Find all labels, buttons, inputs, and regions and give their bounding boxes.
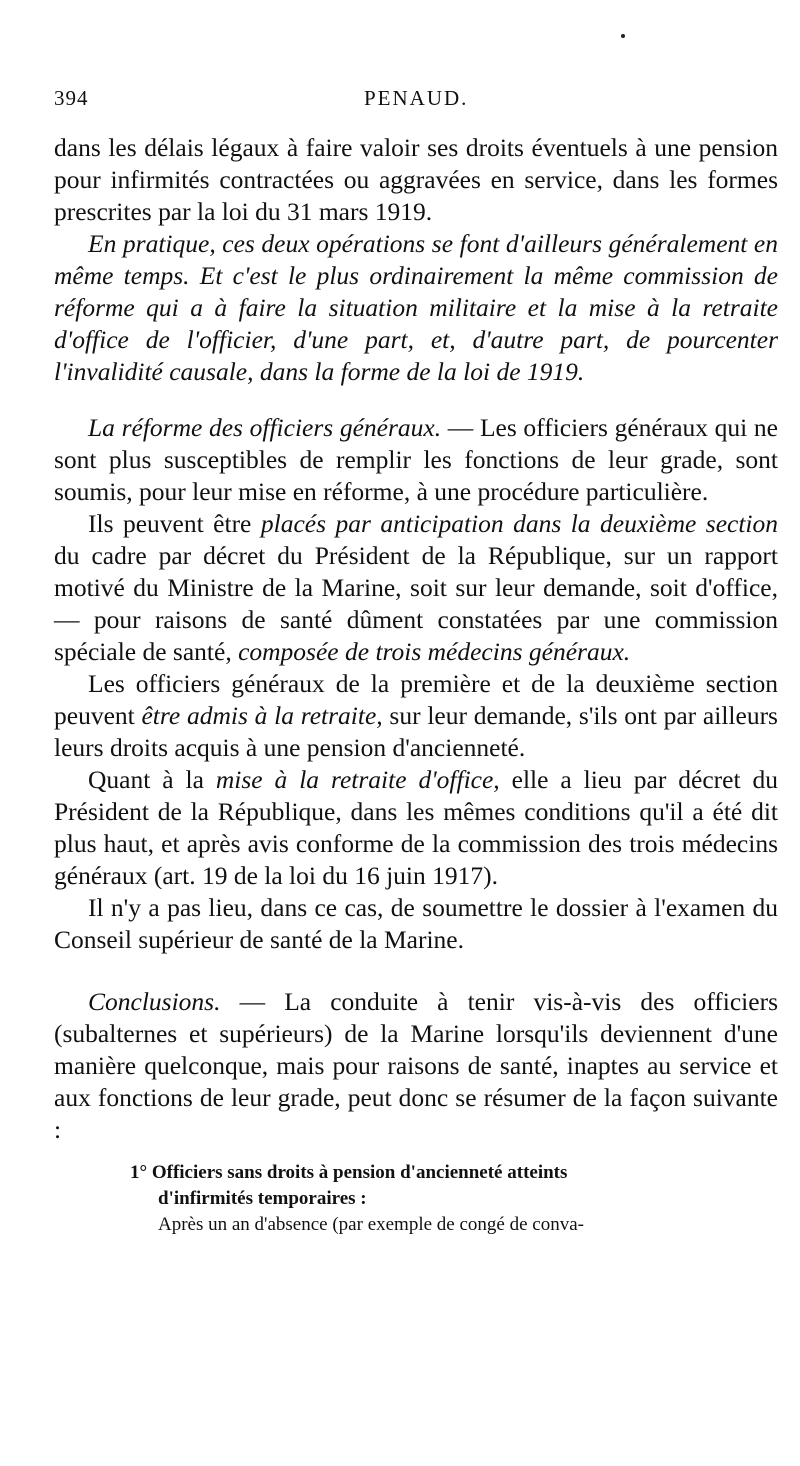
text-run: Quant à la [88,765,216,794]
list-item-subheading: d'infirmités temporaires : [158,1188,367,1209]
body-text [54,132,778,1238]
section-heading-reforme: La réforme des officiers généraux. [88,413,442,442]
text-run: du cadre par décret du Président de la République, sur un rapport motivé du Ministre de la Marine, soit sur leur demande, soit d'office, — pour raisons de santé dûment constatées par une commission spéciale de santé, [54,541,778,666]
list-item-heading: 1° Officiers sans droits à pension d'ancienneté atteints [130,1162,568,1183]
paragraph-reforme-officiers-generaux [54,412,778,508]
text-run: Ils peuvent être [88,509,261,538]
text-run: sur leur demande, s'ils ont par ailleurs leurs droits acquis à une pension d'ancienneté. [54,701,778,762]
italic-run: composée de trois médecins généraux. [238,637,631,666]
paragraph-en-pratique [54,228,778,388]
section-heading-conclusions: Conclusions. [88,987,221,1016]
paragraph-continuation: dans les délais légaux à faire valoir ses droits éventuels à une pension pour infirmités contractées ou aggravées en service, dans les formes prescrites par la loi du 31 mars 1919. [54,133,778,226]
paragraph-conclusions [54,986,778,1146]
paragraph-conseil-superieur: Il n'y a pas lieu, dans ce cas, de soumettre le dossier à l'examen du Conseil supérieur de santé de la Marine. [54,893,778,954]
italic-run: mise à la retraite d'office, [215,765,500,794]
text-run: Les officiers généraux de la première et de la deuxième section peuvent [54,669,778,730]
page-header [54,86,772,116]
italic-run: être admis à la retraite, [141,701,383,730]
ink-speck [621,34,625,38]
paragraph-deuxieme-section [54,508,778,668]
italic-run: placés par anticipation dans la deuxième section [260,509,779,538]
conclusions-list [54,1160,778,1238]
text-run: elle a lieu par décret du Président de la République, dans les mêmes conditions qu'il a été dit plus haut, et après avis conforme de la commission des trois médecins généraux (art. 19 de la loi du 16 juin 1917). [54,765,779,890]
paragraph-reforme-text: — Les officiers généraux qui ne sont plus susceptibles de remplir les fonctions de leur grade, sont soumis, pour leur mise en réforme, à une procédure particulière. [54,413,778,506]
list-item-text: Après un an d'absence (par exemple de congé de conva- [158,1214,584,1235]
paragraph-mise-retraite-office [54,764,778,892]
running-title: PENAUD. [364,86,469,110]
paragraph-en-pratique-text: En pratique, ces deux opérations se font d'ailleurs généralement en même temps. Et c'est le plus ordinairement la même commission de réforme qui a à faire la situation militaire et la mise à la retraite d'office de l'officier, d'une part, et, d'autre part, de pourcenter l'invalidité causale, dans la forme de la loi de 1919. [54,229,778,386]
paragraph-admis-retraite [54,668,778,764]
page-number: 394 [54,86,89,110]
paragraph-conclusions-text: — La conduite à tenir vis-à-vis des officiers (subalternes et supérieurs) de la Marine lorsqu'ils deviennent d'une manière quelconque, mais pour raisons de santé, inaptes au service et aux fonctions de leur grade, peut donc se résumer de la façon suivante : [54,987,778,1144]
